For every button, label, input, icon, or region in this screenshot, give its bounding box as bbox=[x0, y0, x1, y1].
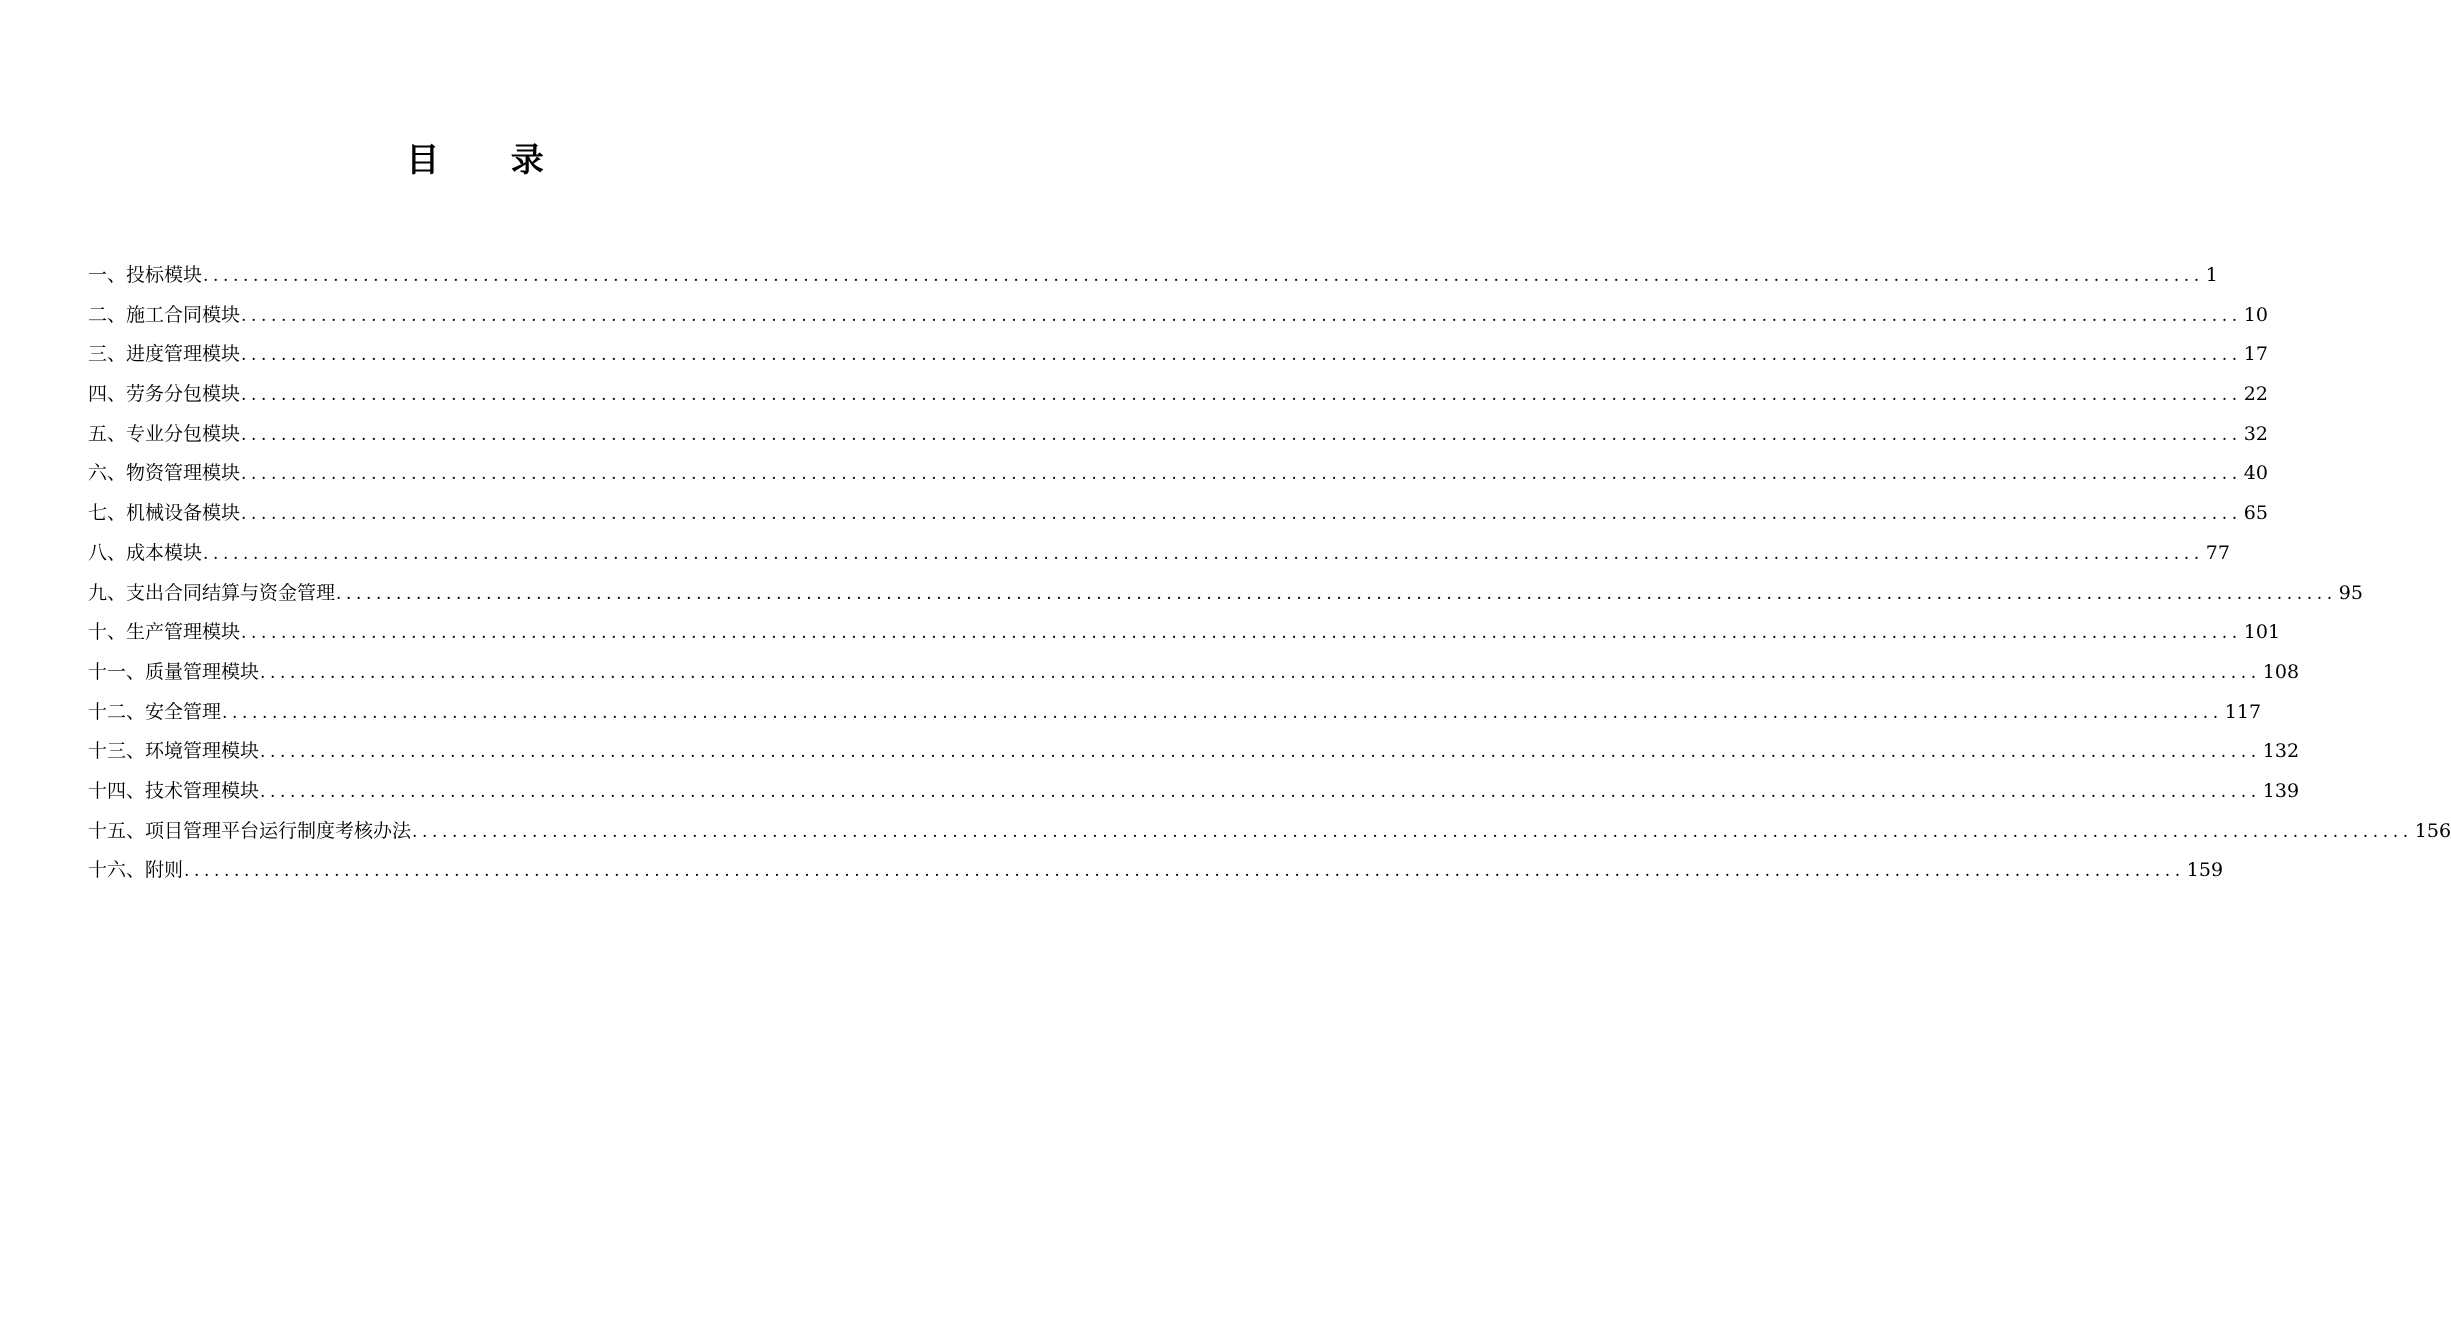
toc-dot-leader: ........................................................................................................................................................................................................ bbox=[260, 781, 2261, 802]
toc-entry-label: 十五、项目管理平台运行制度考核办法 bbox=[88, 819, 412, 842]
toc-entry-page: 40 bbox=[2243, 462, 2268, 485]
toc-entry-label: 十一、质量管理模块 bbox=[88, 660, 260, 683]
toc-dot-leader: ........................................................................................................................................................................................................ bbox=[412, 821, 2413, 842]
toc-entry[interactable] bbox=[88, 335, 2268, 375]
toc-dot-leader: ........................................................................................................................................................................................................ bbox=[336, 583, 2337, 604]
toc-entry-page: 108 bbox=[2262, 660, 2300, 683]
toc-entry-page: 156 bbox=[2414, 819, 2451, 842]
toc-dot-leader: ........................................................................................................................................................................................................ bbox=[203, 543, 2204, 564]
toc-entry-page: 132 bbox=[2262, 740, 2300, 763]
toc-entry[interactable] bbox=[88, 494, 2268, 534]
toc-entry[interactable] bbox=[88, 296, 2268, 336]
toc-dot-leader: ........................................................................................................................................................................................................ bbox=[260, 742, 2261, 763]
toc-entry-page: 10 bbox=[2243, 303, 2268, 326]
toc-entry-page: 101 bbox=[2243, 621, 2281, 644]
toc-entry-label: 三、进度管理模块 bbox=[88, 343, 241, 366]
toc-entry-label: 五、专业分包模块 bbox=[88, 422, 241, 445]
toc-entry-page: 17 bbox=[2243, 343, 2268, 366]
toc-entry-page: 65 bbox=[2243, 502, 2268, 525]
toc-entry-label: 十四、技术管理模块 bbox=[88, 779, 260, 802]
toc-entry-label: 四、劳务分包模块 bbox=[88, 383, 241, 406]
toc-dot-leader: ........................................................................................................................................................................................................ bbox=[241, 464, 2242, 485]
toc-entry-label: 十六、附则 bbox=[88, 859, 184, 882]
toc-entry-label: 一、投标模块 bbox=[88, 264, 203, 286]
toc-entry[interactable] bbox=[88, 613, 2281, 653]
toc-entry-page: 77 bbox=[2205, 541, 2230, 564]
toc-entry[interactable] bbox=[88, 415, 2268, 455]
table-of-contents bbox=[88, 256, 2451, 891]
toc-entry[interactable] bbox=[88, 732, 2300, 772]
toc-dot-leader: ........................................................................................................................................................................................................ bbox=[241, 424, 2242, 445]
toc-entry-page: 159 bbox=[2186, 859, 2224, 882]
toc-entry-page: 22 bbox=[2243, 383, 2268, 406]
toc-entry[interactable] bbox=[88, 454, 2268, 494]
toc-entry-label: 九、支出合同结算与资金管理 bbox=[88, 581, 336, 604]
toc-entry-page: 95 bbox=[2338, 581, 2363, 604]
toc-entry-label: 七、机械设备模块 bbox=[88, 502, 241, 525]
toc-entry-page: 32 bbox=[2243, 422, 2268, 445]
toc-dot-leader: ........................................................................................................................................................................................................ bbox=[260, 662, 2261, 683]
toc-dot-leader: ........................................................................................................................................................................................................ bbox=[241, 385, 2242, 406]
toc-dot-leader: ........................................................................................................................................................................................................ bbox=[184, 861, 2185, 882]
toc-entry[interactable] bbox=[88, 851, 2224, 891]
toc-entry[interactable] bbox=[88, 653, 2300, 693]
toc-entry[interactable] bbox=[88, 693, 2262, 733]
toc-entry[interactable] bbox=[88, 812, 2451, 852]
toc-entry-page: 117 bbox=[2224, 700, 2262, 723]
toc-entry-label: 八、成本模块 bbox=[88, 541, 203, 564]
toc-entry[interactable] bbox=[88, 256, 2218, 296]
toc-entry[interactable] bbox=[88, 772, 2300, 812]
toc-dot-leader: ........................................................................................................................................................................................................ bbox=[203, 266, 2204, 286]
toc-entry-page: 1 bbox=[2205, 264, 2218, 286]
toc-dot-leader: ........................................................................................................................................................................................................ bbox=[241, 305, 2242, 326]
toc-dot-leader: ........................................................................................................................................................................................................ bbox=[222, 702, 2223, 723]
toc-dot-leader: ........................................................................................................................................................................................................ bbox=[241, 504, 2242, 525]
toc-entry-label: 六、物资管理模块 bbox=[88, 462, 241, 485]
toc-entry-label: 十二、安全管理 bbox=[88, 700, 222, 723]
toc-entry-label: 二、施工合同模块 bbox=[88, 303, 241, 326]
toc-entry[interactable] bbox=[88, 534, 2230, 574]
toc-entry-page: 139 bbox=[2262, 779, 2300, 802]
toc-entry-label: 十、生产管理模块 bbox=[88, 621, 241, 644]
toc-entry[interactable] bbox=[88, 375, 2268, 415]
page-title: 目 录 bbox=[406, 140, 574, 179]
toc-entry-label: 十三、环境管理模块 bbox=[88, 740, 260, 763]
toc-dot-leader: ........................................................................................................................................................................................................ bbox=[241, 345, 2242, 366]
toc-entry[interactable] bbox=[88, 574, 2363, 614]
toc-dot-leader: ........................................................................................................................................................................................................ bbox=[241, 623, 2242, 644]
